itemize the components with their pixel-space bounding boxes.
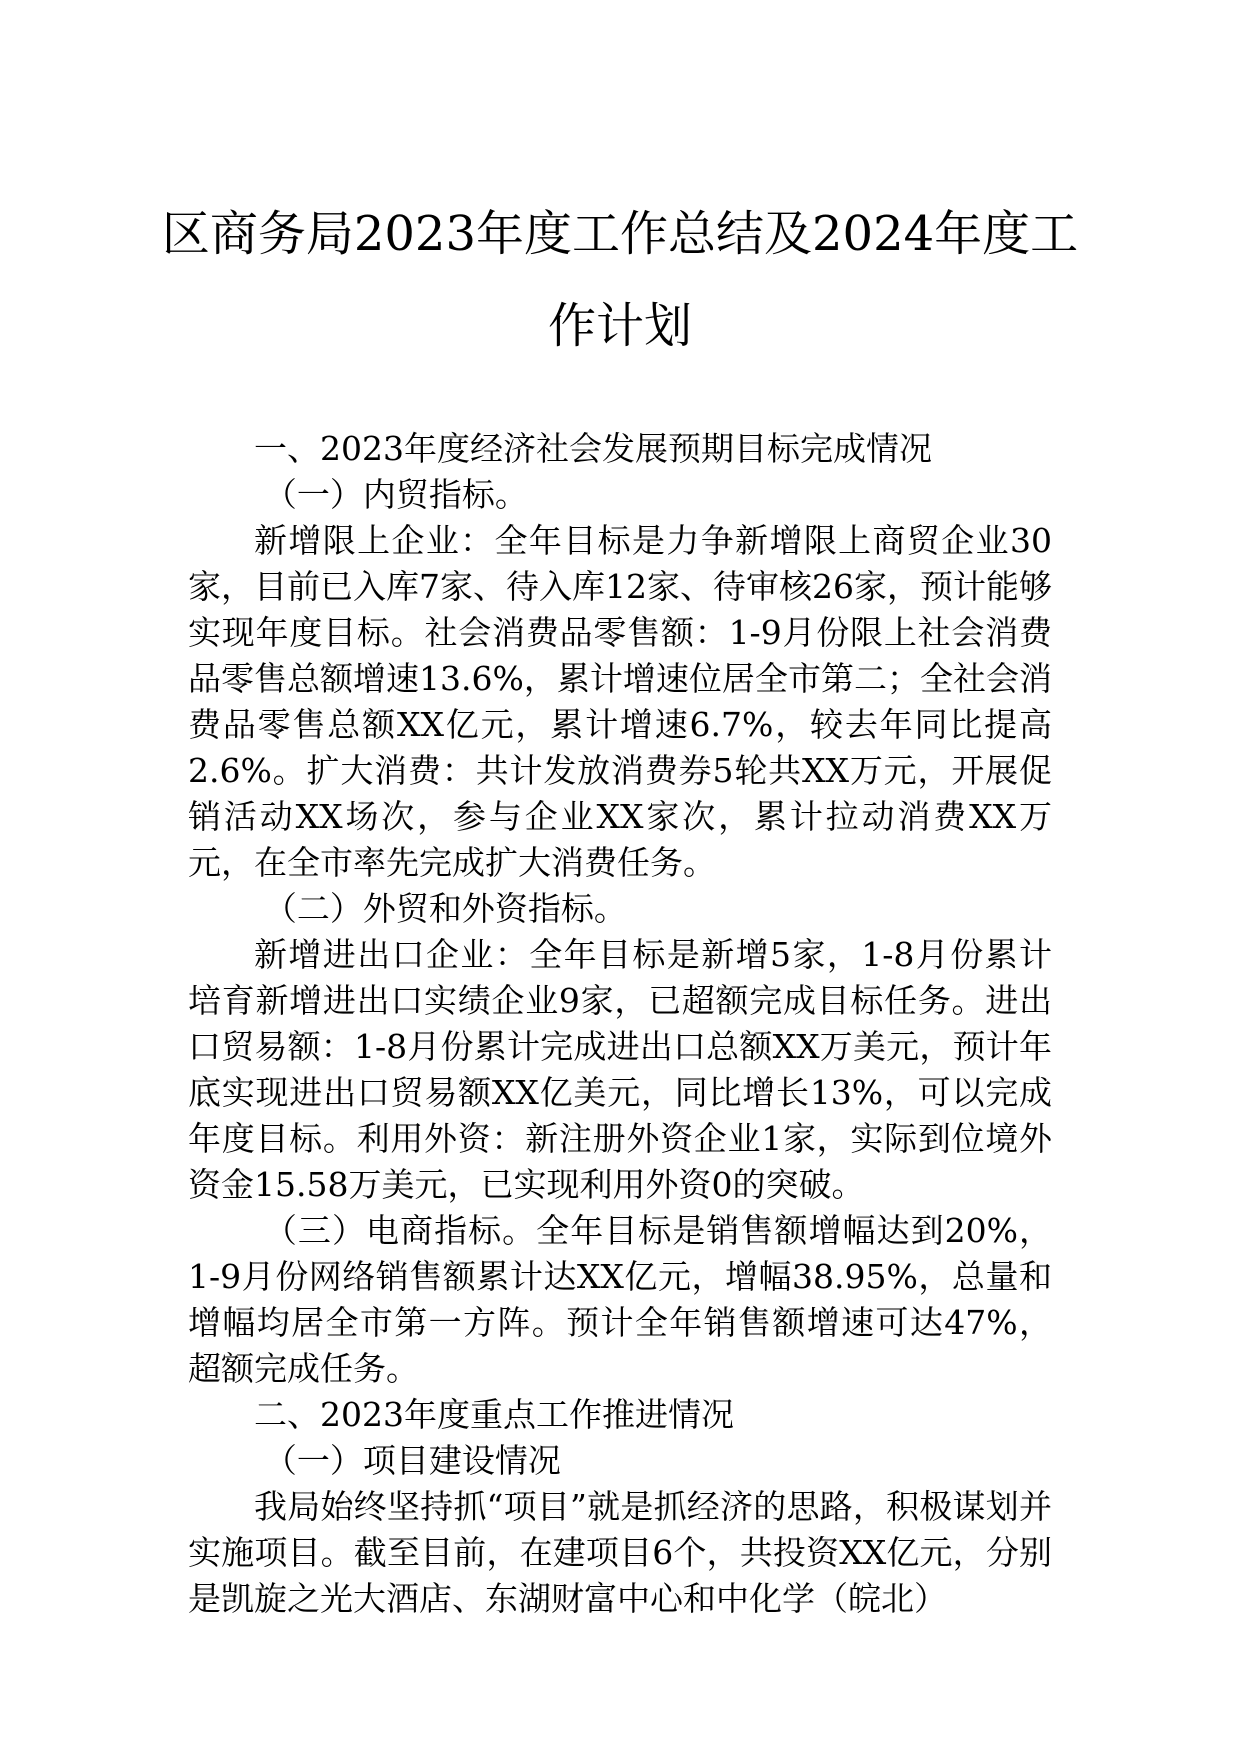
paragraph-foreign-trade: 新增进出口企业：全年目标是新增5家，1-8月份累计培育新增进出口实绩企业9家，已超额完成目标任务。进出口贸易额：1-8月份累计完成进出口总额XX万美元，预计年底实现进出口贸易额XX亿美元，同比增长13%，可以完成年度目标。利用外资：新注册外资企业1家，实际到位境外资金15.58万美元，已实现利用外资0的突破。 (188, 935, 1052, 1204)
subheading-foreign-trade: （二）外贸和外资指标。 (263, 889, 627, 928)
paragraph-ecommerce: （三）电商指标。全年目标是销售额增幅达到20%，1-9月份网络销售额累计达XX亿元，增幅38.95%，总量和增幅均居全市第一方阵。预计全年销售额增速可达47%，超额完成任务。 (188, 1211, 1052, 1388)
subheading-domestic-trade: （一）内贸指标。 (263, 475, 528, 514)
document-body (188, 426, 1052, 1622)
section-heading-1: 一、2023年度经济社会发展预期目标完成情况 (254, 429, 932, 468)
paragraph-projects: 我局始终坚持抓“项目”就是抓经济的思路，积极谋划并实施项目。截至目前，在建项目6个，共投资XX亿元，分别是凯旋之光大酒店、东湖财富中心和中化学（皖北） (188, 1487, 1052, 1618)
section-heading-2: 二、2023年度重点工作推进情况 (254, 1395, 734, 1434)
title-line-2: 作计划 (547, 298, 692, 354)
paragraph-domestic-trade: 新增限上企业：全年目标是力争新增限上商贸企业30家，目前已入库7家、待入库12家、待审核26家，预计能够实现年度目标。社会消费品零售额：1-9月份限上社会消费品零售总额增速13.6%，累计增速位居全市第二；全社会消费品零售总额XX亿元，累计增速6.7%，较去年同比提高2.6%。扩大消费：共计发放消费券5轮共XX万元，开展促销活动XX场次，参与企业XX家次，累计拉动消费XX万元，在全市率先完成扩大消费任务。 (188, 521, 1052, 882)
document-title (160, 188, 1080, 372)
subheading-projects: （一）项目建设情况 (263, 1441, 561, 1480)
title-line-1: 区商务局2023年度工作总结及2024年度工 (161, 206, 1079, 262)
